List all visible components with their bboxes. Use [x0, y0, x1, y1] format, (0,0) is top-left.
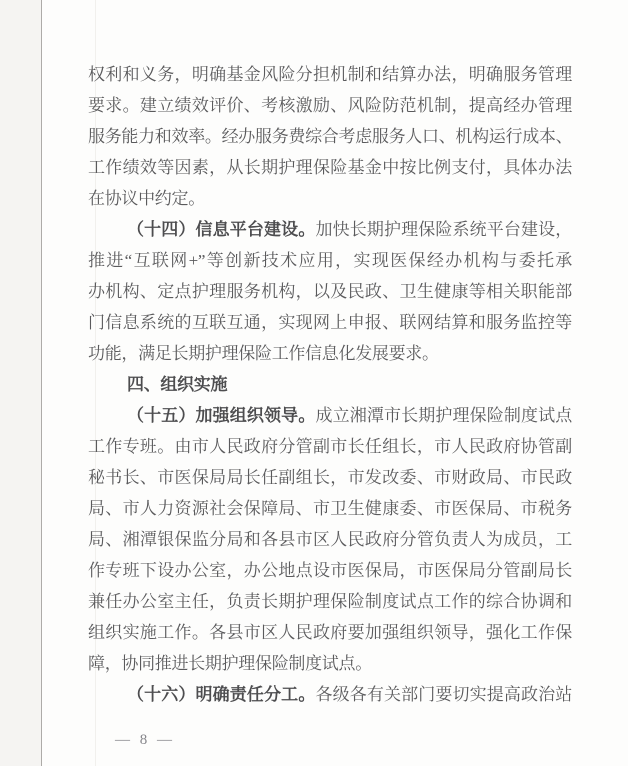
- text-line: [88, 617, 572, 648]
- text-segment: 工作专班。由市人民政府分管副市长任组长，市人民政府协管副: [88, 437, 572, 456]
- text-segment: 局、市人力资源社会保障局、市卫生健康委、市医保局、市税务: [88, 499, 572, 518]
- text-segment: 障，协同推进长期护理保险制度试点。: [88, 654, 372, 673]
- text-line: [88, 90, 572, 121]
- text-line: [88, 586, 572, 617]
- text-segment: 办机构、定点护理服务机构，以及民政、卫生健康等相关职能部: [88, 282, 572, 301]
- text-line: [88, 214, 572, 245]
- document-body: [88, 59, 572, 710]
- text-segment: 权利和义务，明确基金风险分担机制和结算办法，明确服务管理: [88, 65, 572, 84]
- text-segment: 加快长期护理保险系统平台建设，: [315, 220, 572, 239]
- text-segment: 要求。建立绩效评价、考核激励、风险防范机制，提高经办管理: [88, 96, 572, 115]
- text-line: [88, 400, 572, 431]
- text-segment: 局、湘潭银保监分局和各县市区人民政府分管负责人为成员，工: [88, 530, 572, 549]
- text-line: [88, 369, 572, 400]
- scan-gutter: [0, 0, 42, 766]
- text-line: [88, 307, 572, 338]
- text-line: [88, 462, 572, 493]
- text-line: [88, 59, 572, 90]
- text-segment: 各级各有关部门要切实提高政治站: [315, 685, 572, 704]
- text-line: [88, 183, 572, 214]
- text-segment: 门信息系统的互联互通，实现网上申报、联网结算和服务监控等: [88, 313, 572, 332]
- heading-segment: （十五）加强组织领导。: [127, 406, 316, 425]
- text-line: [88, 245, 572, 276]
- text-line: [88, 648, 572, 679]
- text-line: [88, 524, 572, 555]
- text-segment: 成立湘潭市长期护理保险制度试点: [315, 406, 572, 425]
- heading-segment: （十六）明确责任分工。: [127, 685, 316, 704]
- text-segment: 推进“互联网+”等创新技术应用，实现医保经办机构与委托承: [88, 251, 572, 270]
- text-line: [88, 121, 572, 152]
- text-line: [88, 152, 572, 183]
- text-segment: 工作绩效等因素，从长期护理保险基金中按比例支付，具体办法: [88, 158, 572, 177]
- text-segment: 兼任办公室主任，负责长期护理保险制度试点工作的综合协调和: [88, 592, 572, 611]
- heading-segment: 四、组织实施: [127, 375, 228, 394]
- text-segment: 秘书长、市医保局局长任副组长，市发改委、市财政局、市民政: [88, 468, 572, 487]
- text-line: [88, 431, 572, 462]
- text-line: [88, 338, 572, 369]
- text-segment: 功能，满足长期护理保险工作信息化发展要求。: [88, 344, 439, 363]
- text-line: [88, 493, 572, 524]
- text-line: [88, 276, 572, 307]
- text-segment: 在协议中约定。: [88, 189, 205, 208]
- text-line: [88, 555, 572, 586]
- text-segment: 作专班下设办公室，办公地点设市医保局，市医保局分管副局长: [88, 561, 572, 580]
- text-line: [88, 679, 572, 710]
- heading-segment: （十四）信息平台建设。: [127, 220, 316, 239]
- text-segment: 服务能力和效率。经办服务费综合考虑服务人口、机构运行成本、: [88, 127, 573, 146]
- page-number: — 8 —: [115, 732, 175, 748]
- text-segment: 组织实施工作。各县市区人民政府要加强组织领导，强化工作保: [88, 623, 572, 642]
